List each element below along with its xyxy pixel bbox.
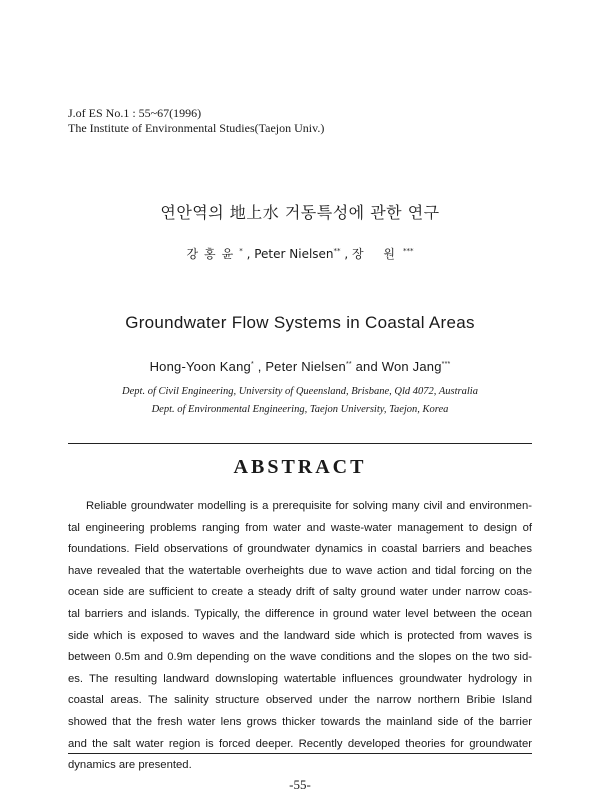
- page-number: -55-: [289, 777, 311, 792]
- journal-citation: J.of ES No.1 : 55~67(1996): [68, 106, 202, 120]
- korean-authors: [0, 245, 600, 262]
- abstract-line: foundations. Field observations of groundwater dynamics in coastal barriers and beaches: [68, 543, 532, 556]
- abstract-line: side which is exposed to waves and the landward side which is protected from waves is: [68, 629, 532, 642]
- abstract-line: between 0.5m and 0.9m depending on the wave conditions and the slopes on the two sid-: [68, 651, 532, 664]
- korean-author-1-mark: *: [239, 247, 243, 255]
- top-divider: [68, 443, 532, 444]
- abstract-line: tal engineering problems ranging from water and waste-water management to design of: [68, 521, 532, 534]
- english-author-1-mark: *: [250, 361, 254, 368]
- english-authors: [0, 359, 600, 374]
- abstract-line: tal barriers and islands. Typically, the difference in ground water level between the ocean: [68, 607, 532, 620]
- korean-author-3: 장 원: [352, 247, 404, 261]
- english-author-2-mark: **: [345, 361, 352, 368]
- korean-title: 연안역의 地上水 거동특성에 관한 연구: [160, 203, 440, 222]
- english-title: Groundwater Flow Systems in Coastal Areas: [125, 313, 475, 332]
- and-word: and: [355, 359, 378, 374]
- journal-header: [68, 106, 324, 136]
- abstract-line: dynamics are presented.: [68, 759, 192, 772]
- abstract-heading: ABSTRACT: [233, 456, 367, 478]
- korean-author-1: 강홍윤: [186, 247, 240, 261]
- separator: ,: [246, 247, 251, 261]
- abstract-line: and the salt water region is forced deeper. Recently developed theories for groundwater: [68, 737, 532, 750]
- separator: ,: [257, 359, 262, 374]
- bottom-divider: [68, 753, 532, 754]
- abstract-line: showed that the fresh water lens grows thicker towards the mainland side of the barrier: [68, 715, 532, 728]
- abstract-line: have revealed that the watertable overheights due to wave action and tidal forcing on the: [68, 564, 532, 577]
- abstract-line: coastal areas. The salinity structure observed under the narrow northern Bribie Island: [68, 694, 532, 707]
- korean-author-3-mark: ***: [403, 247, 414, 255]
- korean-author-2-mark: **: [333, 247, 341, 255]
- separator: ,: [344, 247, 349, 261]
- korean-author-2: Peter Nielsen: [254, 247, 334, 261]
- abstract-line: Reliable groundwater modelling is a prerequisite for solving many civil and environmen-: [86, 500, 532, 512]
- english-author-2: Peter Nielsen: [265, 359, 346, 374]
- english-author-3: Won Jang: [381, 359, 442, 374]
- english-author-3-mark: ***: [441, 361, 451, 368]
- affiliation-2: Dept. of Environmental Engineering, Taejon University, Taejon, Korea: [151, 404, 449, 415]
- affiliation-1: Dept. of Civil Engineering, University of Queensland, Brisbane, Qld 4072, Australia: [122, 386, 478, 397]
- journal-institute: The Institute of Environmental Studies(Taejon Univ.): [68, 121, 325, 135]
- abstract-body: [68, 496, 532, 777]
- english-author-1: Hong-Yoon Kang: [149, 359, 251, 374]
- abstract-line: ocean side are sufficient to create a steady drift of salty ground water under narrow coas-: [68, 586, 532, 599]
- abstract-line: es. The resulting landward downsloping watertable influences groundwater hydrology in: [68, 672, 532, 685]
